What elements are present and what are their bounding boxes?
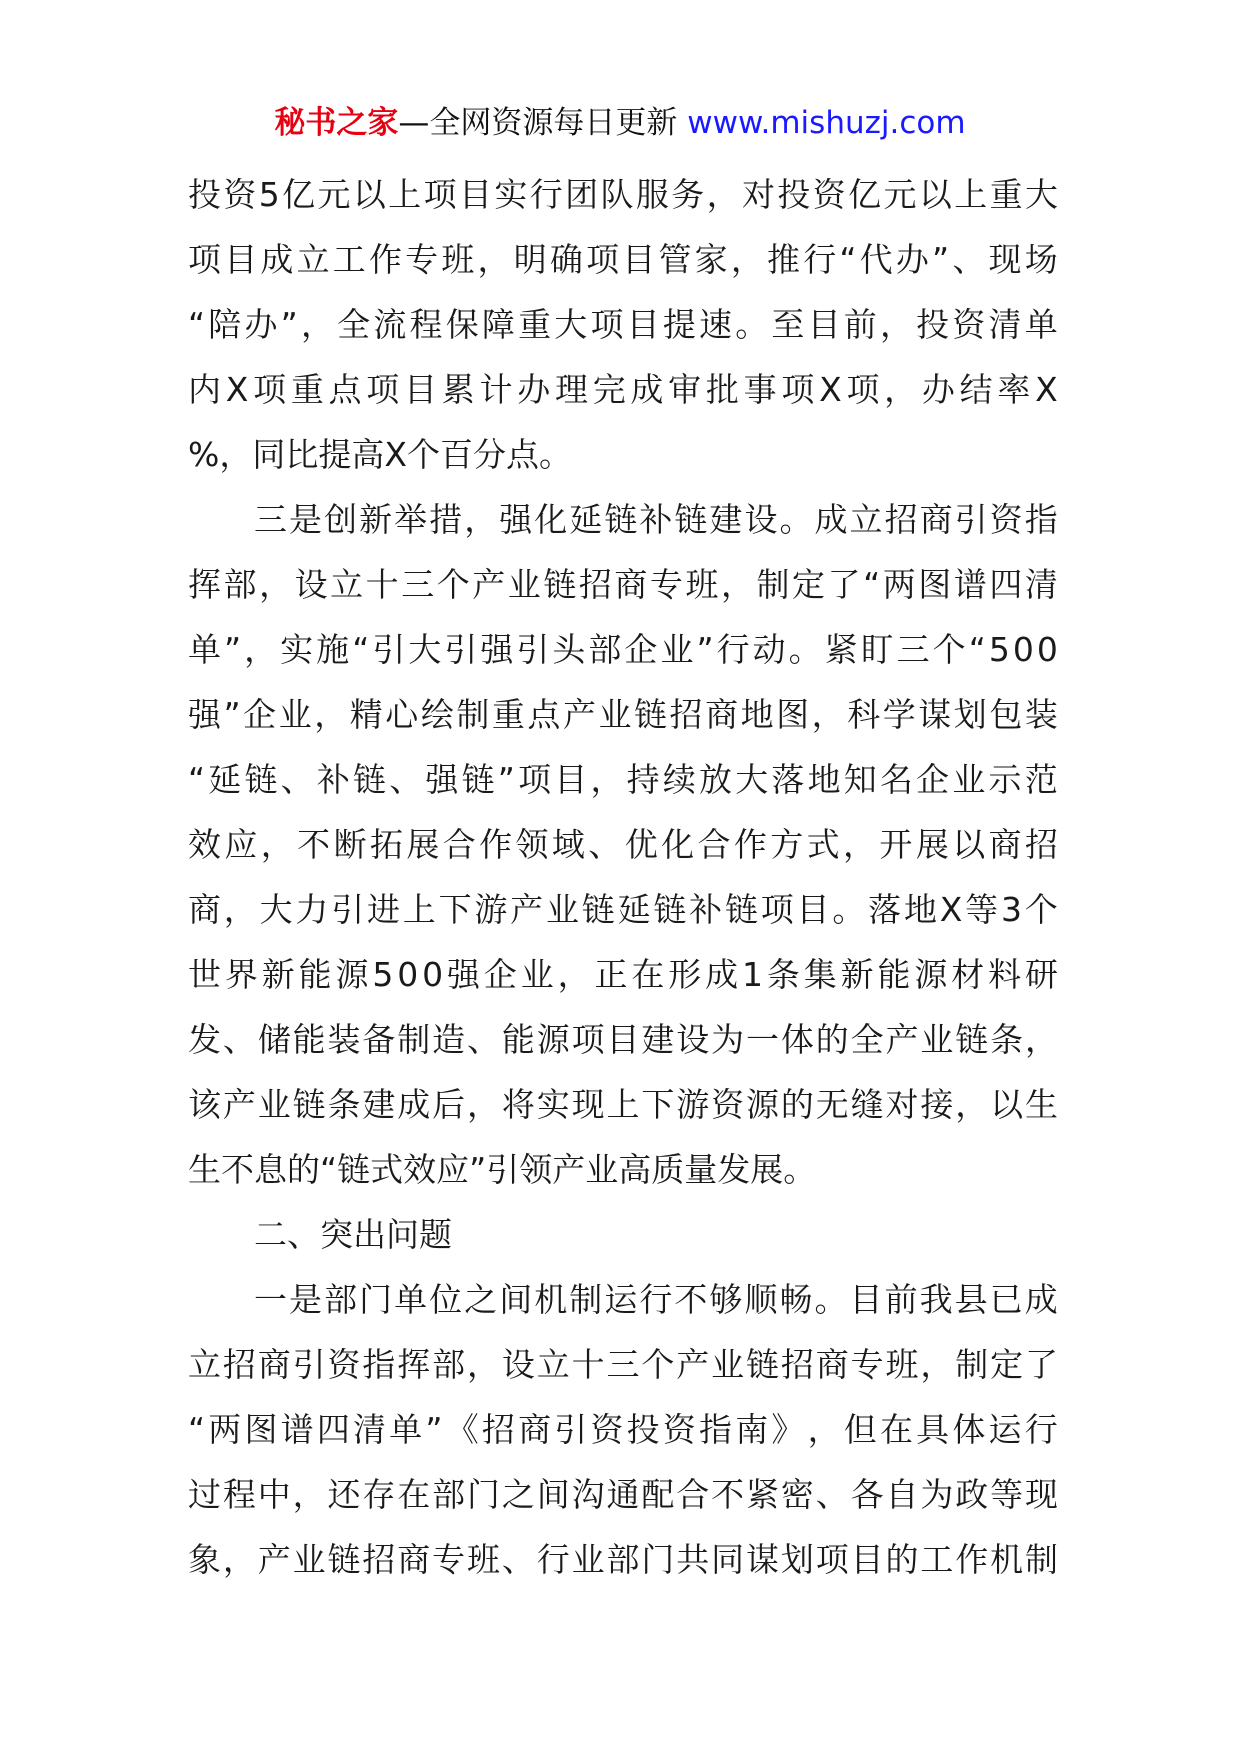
text-line: 单 ” ， 实 施 “ 引 大 引 强 引 头 部 企 业 ” 行 动 。 紧 盯 三 个 “ 5 0 0 (188, 630, 1058, 669)
site-url[interactable]: www.mishuzj.com (687, 105, 966, 141)
text-line: “ 延 链 、 补 链 、 强 链 ” 项 目 ， 持 续 放 大 落 地 知 名 企 业 示 范 (188, 760, 1058, 799)
text-line: 二、突出问题 (254, 1215, 452, 1254)
text-line: 发 、 储 能 装 备 制 造 、 能 源 项 目 建 设 为 一 体 的 全 产 业 链 条 ， (188, 1020, 1058, 1059)
text-line: 世 界 新 能 源 5 0 0 强 企 业 ， 正 在 形 成 1 条 集 新 能 源 材 料 研 (188, 955, 1058, 994)
text-line: “ 陪 办 ” ， 全 流 程 保 障 重 大 项 目 提 速 。 至 目 前 ， 投 资 清 单 (188, 305, 1058, 344)
text-line: 立 招 商 引 资 指 挥 部 ， 设 立 十 三 个 产 业 链 招 商 专 班 ， 制 定 了 (188, 1345, 1058, 1384)
text-line: 强 ” 企 业 ， 精 心 绘 制 重 点 产 业 链 招 商 地 图 ， 科 学 谋 划 包 装 (188, 695, 1058, 734)
text-line: “ 两 图 谱 四 清 单 ” 《 招 商 引 资 投 资 指 南 》 ， 但 在 具 体 运 行 (188, 1410, 1058, 1449)
text-line: 生不息的“链式效应”引领产业高质量发展。 (188, 1150, 817, 1189)
text-line: 内 X 项 重 点 项 目 累 计 办 理 完 成 审 批 事 项 X 项 ， 办 结 率 X (188, 370, 1058, 409)
text-line: 投 资 5 亿 元 以 上 项 目 实 行 团 队 服 务 ， 对 投 资 亿 元 以 上 重 大 (188, 175, 1058, 214)
site-slogan: —全网资源每日更新 (398, 105, 678, 141)
text-line: 挥 部 ， 设 立 十 三 个 产 业 链 招 商 专 班 ， 制 定 了 “ 两 图 谱 四 清 (188, 565, 1058, 604)
site-brand: 秘书之家 (274, 105, 399, 141)
text-line: 该 产 业 链 条 建 成 后 ， 将 实 现 上 下 游 资 源 的 无 缝 对 接 ， 以 生 (188, 1085, 1058, 1124)
text-line: 商 ， 大 力 引 进 上 下 游 产 业 链 延 链 补 链 项 目 。 落 地 X 等 3 个 (188, 890, 1058, 929)
text-line: 过 程 中 ， 还 存 在 部 门 之 间 沟 通 配 合 不 紧 密 、 各 自 为 政 等 现 (188, 1475, 1058, 1514)
text-line: %，同比提高X个百分点。 (188, 435, 572, 474)
page-header (0, 100, 1240, 146)
text-line: 效 应 ， 不 断 拓 展 合 作 领 域 、 优 化 合 作 方 式 ， 开 展 以 商 招 (188, 825, 1058, 864)
text-line: 一 是 部 门 单 位 之 间 机 制 运 行 不 够 顺 畅 。 目 前 我 县 已 成 (254, 1280, 1058, 1319)
text-line: 三 是 创 新 举 措 ， 强 化 延 链 补 链 建 设 。 成 立 招 商 引 资 指 (254, 500, 1058, 539)
document-body (188, 162, 1058, 1592)
text-line: 项 目 成 立 工 作 专 班 ， 明 确 项 目 管 家 ， 推 行 “ 代 办 ” 、 现 场 (188, 240, 1058, 279)
text-line: 象 ， 产 业 链 招 商 专 班 、 行 业 部 门 共 同 谋 划 项 目 的 工 作 机 制 (188, 1540, 1058, 1579)
